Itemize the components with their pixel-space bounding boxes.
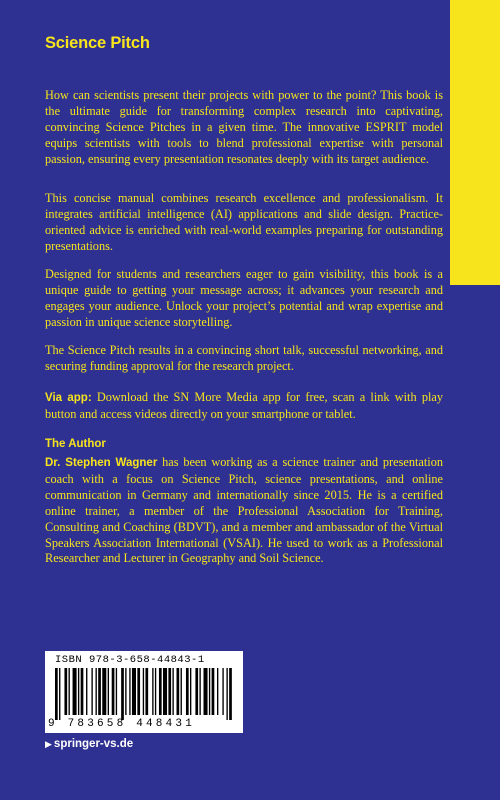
barcode-box <box>45 651 243 733</box>
app-text: Download the SN More Media app for free, scan a link with play button and access videos directly on your smartphone or tablet. <box>45 390 443 421</box>
yellow-side-stripe <box>450 0 500 285</box>
audience-paragraph <box>45 267 443 331</box>
result-paragraph <box>45 343 443 375</box>
barcode-icon <box>55 668 233 720</box>
website-text: springer-vs.de <box>53 738 134 750</box>
app-label: Via app: <box>45 392 92 404</box>
paragraph-3: Designed for students and researchers eager to gain visibility, this book is a unique guide to getting your message across; it advances your research and engages your audience. Unlock your project’s potential and wrap expertise and passion in unique science storytelling. <box>45 267 443 329</box>
paragraph-2: This concise manual combines research excellence and professionalism. It integrates artificial intelligence (AI) applications and slide design. Practice-oriented advice is enriched with real-world examples preparing for outstanding presentations. <box>45 191 443 253</box>
isbn-text: ISBN 978-3-658-44843-1 <box>55 654 205 666</box>
author-paragraph <box>45 455 443 567</box>
author-name: Dr. Stephen Wagner <box>45 457 158 469</box>
barcode-number: 9 783658 448431 <box>48 718 196 730</box>
manual-paragraph <box>45 191 443 255</box>
website-link[interactable] <box>45 738 133 750</box>
author-bio: has been working as a science trainer and presentation coach with a focus on Science Pitch, science presentations, and online communication in Germany and internationally since 2015. He is a certified online trainer, a member of the Professional Association for Training, Consulting and Coaching (BDVT), and a member and ambassador of the Virtual Speakers Association International (VSAI). He used to work as a Professional Researcher and Lecturer in Geography and Soil Science. <box>45 455 443 566</box>
paragraph-1: How can scientists present their projects with power to the point? This book is the ultimate guide for transforming complex research into captivating, convincing Science Pitches in a given time. The innovative ESPRIT model equips scientists with tools to blend professional expertise with personal passion, ensuring every presentation resonates deeply with its target audience. <box>45 88 443 166</box>
intro-paragraph <box>45 88 443 168</box>
arrow-right-icon: ▶ <box>45 739 52 749</box>
app-paragraph <box>45 390 443 423</box>
paragraph-4: The Science Pitch results in a convincing short talk, successful networking, and securing funding approval for the research project. <box>45 343 443 373</box>
author-heading: The Author <box>45 438 106 450</box>
book-title: Science Pitch <box>45 34 150 52</box>
